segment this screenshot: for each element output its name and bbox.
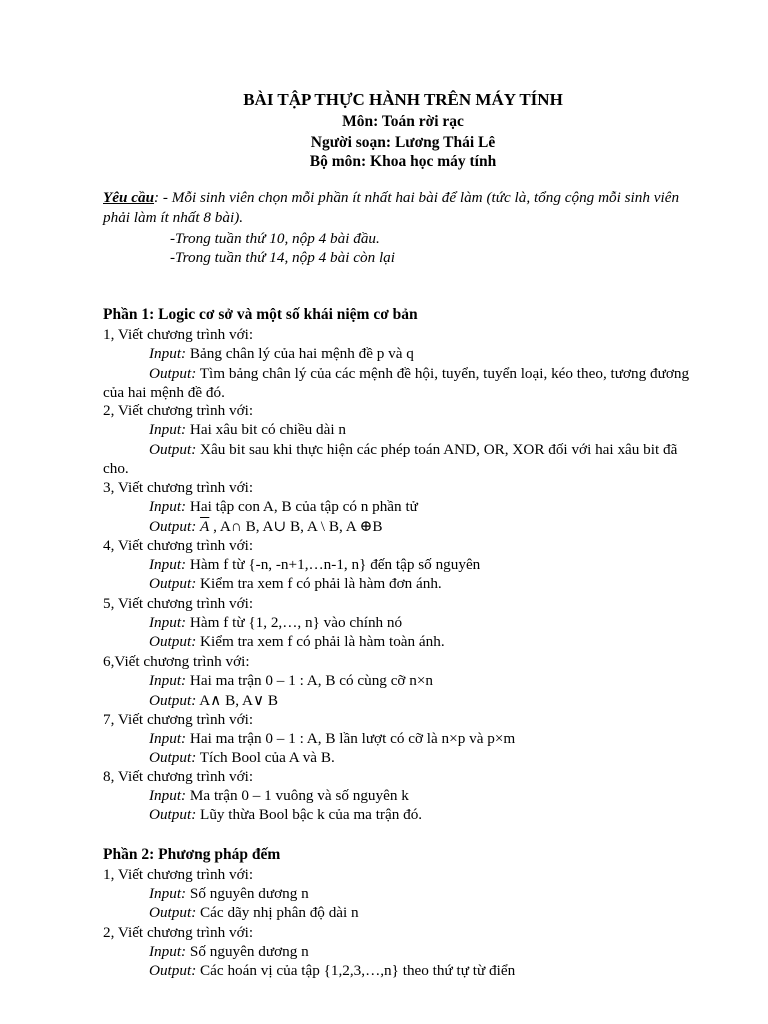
p1-ex3-title: 3, Viết chương trình với:	[103, 479, 254, 496]
p1-ex6-input: Input: Hai ma trận 0 – 1 : A, B có cùng cỡ n×n	[149, 672, 434, 689]
requirement-deadline-2: -Trong tuần thứ 14, nộp 4 bài còn lại	[170, 249, 395, 266]
p1-ex1-title: 1, Viết chương trình với:	[103, 326, 254, 343]
part1-heading: Phần 1: Logic cơ sở và một số khái niệm cơ bản	[103, 306, 418, 323]
p1-ex7-title: 7, Viết chương trình với:	[103, 711, 254, 728]
p1-ex1-output: Output: Tìm bảng chân lý của các mệnh đề hội, tuyển, tuyển loại, kéo theo, tương đương của hai mệnh đề đó.	[103, 365, 690, 401]
requirement-paragraph	[103, 188, 683, 228]
p1-ex2-output: Output: Xâu bit sau khi thực hiện các phép toán AND, OR, XOR đối với hai xâu bit đã cho.	[103, 441, 678, 477]
p1-ex3-input: Input: Hai tập con A, B của tập có n phần tử	[149, 498, 418, 515]
p2-ex2-input: Input: Số nguyên dương n	[149, 943, 309, 960]
page-title: BÀI TẬP THỰC HÀNH TRÊN MÁY TÍNH	[243, 90, 563, 109]
complement-a: $\overline{A}$	[200, 518, 210, 535]
p1-ex5-title: 5, Viết chương trình với:	[103, 595, 254, 612]
p1-ex7-output: Output: Tích Bool của A và B.	[149, 749, 335, 766]
p1-ex5-input: Input: Hàm f từ {1, 2,…, n} vào chính nó	[149, 614, 403, 631]
p1-ex4-title: 4, Viết chương trình với:	[103, 537, 254, 554]
subject-line: Môn: Toán rời rạc	[342, 113, 464, 130]
p1-ex8-title: 8, Viết chương trình với:	[103, 768, 254, 785]
author-line: Người soạn: Lương Thái Lê	[310, 134, 496, 151]
p1-ex2-title: 2, Viết chương trình với:	[103, 402, 254, 419]
p2-ex1-input: Input: Số nguyên dương n	[149, 885, 309, 902]
p1-ex5-output: Output: Kiểm tra xem f có phải là hàm toàn ánh.	[149, 633, 445, 650]
requirement-deadline-1: -Trong tuần thứ 10, nộp 4 bài đầu.	[170, 230, 380, 247]
p1-ex4-input: Input: Hàm f từ {-n, -n+1,…n-1, n} đến tập số nguyên	[149, 556, 481, 573]
p1-ex4-output: Output: Kiểm tra xem f có phải là hàm đơn ánh.	[149, 575, 442, 592]
p1-ex3-output: Output: $\overline{A}$ , A∩ B, A∪ B, A \ B, A ⊕B	[149, 518, 383, 535]
p1-ex6-output: Output: A∧ B, A∨ B	[149, 692, 278, 709]
p1-ex8-input: Input: Ma trận 0 – 1 vuông và số nguyên k	[149, 787, 409, 804]
p2-ex2-output: Output: Các hoán vị của tập {1,2,3,…,n} theo thứ tự từ điển	[149, 962, 516, 979]
requirement-label: Yêu cầu	[103, 189, 155, 206]
p2-ex1-title: 1, Viết chương trình với:	[103, 866, 254, 883]
p1-ex2-input: Input: Hai xâu bit có chiều dài n	[149, 421, 346, 438]
requirement-colon: :	[154, 189, 160, 206]
p1-ex8-output: Output: Lũy thừa Bool bậc k của ma trận đó.	[149, 806, 423, 823]
requirement-text: - Mỗi sinh viên chọn mỗi phần ít nhất hai bài để làm (tức là, tổng cộng mỗi sinh viên phải làm ít nhất 8 bài).	[103, 189, 680, 226]
p1-ex6-title: 6,Viết chương trình với:	[103, 653, 250, 670]
p1-ex1-input: Input: Bảng chân lý của hai mệnh đề p và q	[149, 345, 414, 362]
p2-ex2-title: 2, Viết chương trình với:	[103, 924, 254, 941]
p2-ex1-output: Output: Các dãy nhị phân độ dài n	[149, 904, 359, 921]
department-line: Bộ môn: Khoa học máy tính	[309, 153, 497, 170]
p1-ex7-input: Input: Hai ma trận 0 – 1 : A, B lần lượt có cỡ là n×p và p×m	[149, 730, 516, 747]
part2-heading: Phần 2: Phương pháp đếm	[103, 846, 281, 863]
